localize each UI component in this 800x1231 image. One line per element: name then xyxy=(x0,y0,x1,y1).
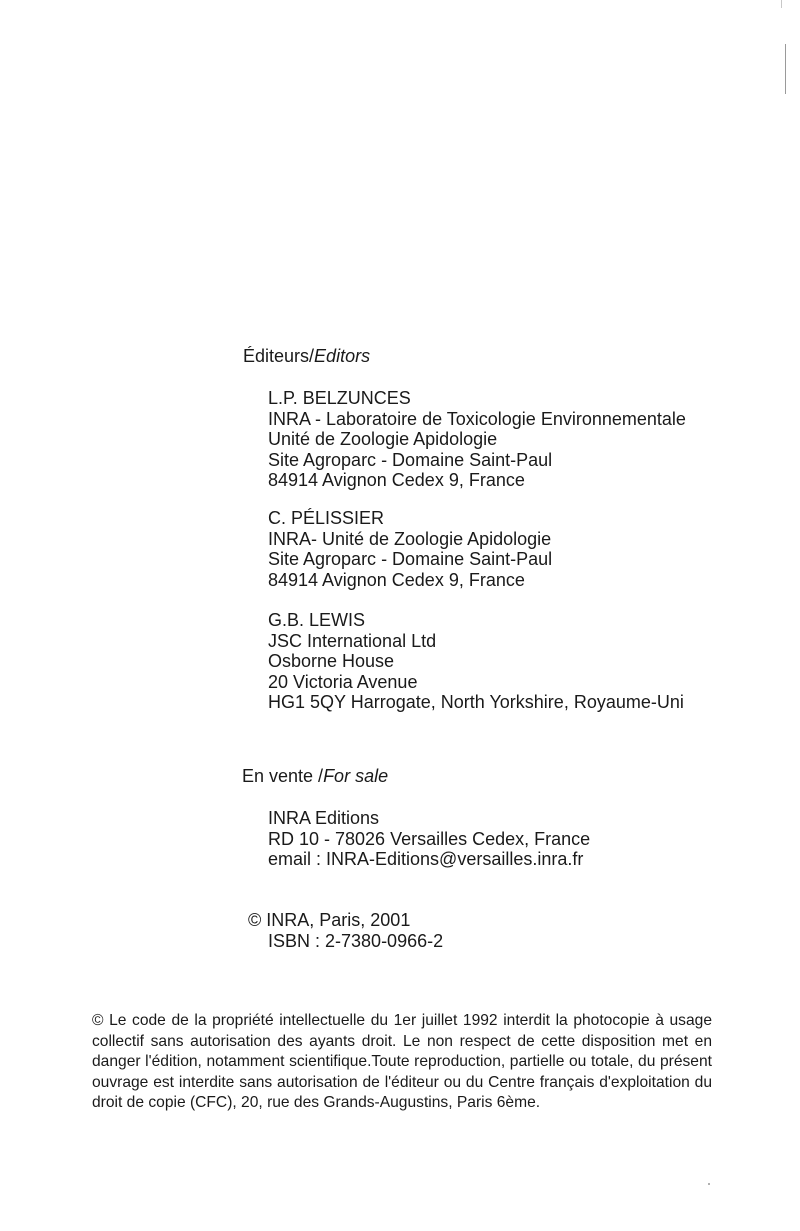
sale-address-line: INRA Editions xyxy=(268,808,380,828)
editor-entry xyxy=(268,388,686,491)
editor-address-line: INRA- Unité de Zoologie Apidologie xyxy=(268,528,552,549)
scan-mark xyxy=(708,1183,710,1185)
editor-address-line: Unité de Zoologie Apidologie xyxy=(268,429,498,449)
editors-heading-en: Editors xyxy=(314,346,371,366)
editor-address-line: 20 Victoria Avenue xyxy=(268,671,418,692)
editor-address-line: HG1 5QY Harrogate, North Yorkshire, Royaume-Uni xyxy=(268,692,684,712)
editors-heading xyxy=(243,346,370,366)
editor-name: L.P. BELZUNCES xyxy=(268,388,411,408)
editor-name: G.B. LEWIS xyxy=(268,610,366,630)
legal-notice: © Le code de la propriété intellectuelle du 1er juillet 1992 interdit la photocopie à usage collectif sans autorisation des ayants droit. Le non respect de cette disposition met en danger l'édition, notamment scientifique.Toute reproduction, partielle ou totale, du présent ouvrage est interdite sans autorisation de l'éditeur ou du Centre français d'exploitation du droit de copie (CFC), 20, rue des Grands-Augustins, Paris 6ème. xyxy=(92,1012,712,1111)
copyright-block xyxy=(248,910,443,951)
sale-email: email : INRA-Editions@versailles.inra.fr xyxy=(268,849,584,869)
editor-address-line: JSC International Ltd xyxy=(268,630,437,651)
editor-address-line: Osborne House xyxy=(268,651,395,671)
editor-entry xyxy=(268,508,552,590)
sale-heading xyxy=(242,766,388,786)
editor-address-line: 84914 Avignon Cedex 9, France xyxy=(268,569,525,590)
sale-address-line: RD 10 - 78026 Versailles Cedex, France xyxy=(268,828,591,849)
sale-heading-fr: En vente / xyxy=(242,766,324,786)
editor-address-line: INRA - Laboratoire de Toxicologie Environnementale xyxy=(268,408,686,429)
sale-heading-en: For sale xyxy=(323,766,389,786)
editor-address-line: 84914 Avignon Cedex 9, France xyxy=(268,470,525,490)
editor-address-line: Site Agroparc - Domaine Saint-Paul xyxy=(268,449,553,470)
scan-mark xyxy=(785,44,786,94)
editors-heading-fr: Éditeurs/ xyxy=(243,346,315,366)
editor-name: C. PÉLISSIER xyxy=(268,508,385,528)
isbn-line: ISBN : 2-7380-0966-2 xyxy=(268,930,444,951)
copyright-line: © INRA, Paris, 2001 xyxy=(248,910,411,930)
scan-mark xyxy=(781,0,782,8)
editor-entry xyxy=(268,610,684,713)
editor-address-line: Site Agroparc - Domaine Saint-Paul xyxy=(268,549,553,569)
sale-address xyxy=(268,808,590,870)
